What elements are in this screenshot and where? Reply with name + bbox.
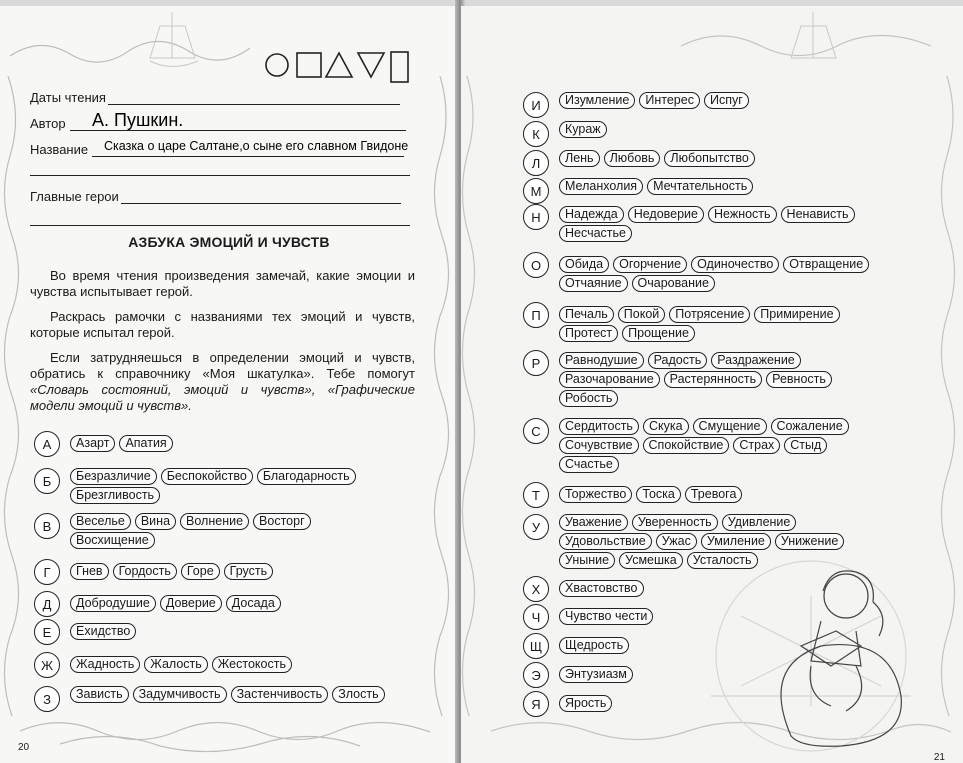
letter-circle: П <box>523 302 549 328</box>
letter-circle: Ч <box>523 604 549 630</box>
letter-group <box>523 691 859 717</box>
emotion-tags <box>559 637 859 656</box>
emotion-frame[interactable]: Умиление <box>701 533 771 550</box>
emotion-frame[interactable]: Тревога <box>685 486 743 503</box>
letter-group <box>523 178 859 204</box>
emotion-tags <box>70 513 380 551</box>
emotion-frame[interactable]: Печаль <box>559 306 614 323</box>
emotion-tags <box>70 435 410 454</box>
author-value: А. Пушкин. <box>92 110 184 130</box>
letter-group <box>523 662 859 688</box>
letter-group <box>34 513 380 551</box>
emotion-frame[interactable]: Смущение <box>693 418 767 435</box>
emotion-frame[interactable]: Стыд <box>784 437 827 454</box>
emotion-frame[interactable]: Жестокость <box>212 656 292 673</box>
letter-circle: Э <box>523 662 549 688</box>
emotion-frame[interactable]: Обида <box>559 256 609 273</box>
title-value: Сказка о царе Салтане,о сыне его славном Гвидоне <box>104 139 409 153</box>
letter-group <box>523 302 904 344</box>
emotion-frame[interactable]: Ревность <box>766 371 832 388</box>
letter-group <box>34 652 400 678</box>
emotion-frame[interactable]: Потрясение <box>669 306 750 323</box>
letter-circle: М <box>523 178 549 204</box>
emotion-frame[interactable]: Отчаяние <box>559 275 628 292</box>
rectangle-icon <box>391 52 408 82</box>
emotion-frame[interactable]: Уверенность <box>632 514 718 531</box>
emotion-frame[interactable]: Благодарность <box>257 468 356 485</box>
emotion-frame[interactable]: Жадность <box>70 656 140 673</box>
letter-circle: З <box>34 686 60 712</box>
emotion-tags <box>559 514 894 571</box>
square-icon <box>297 53 321 77</box>
letter-group <box>523 150 859 176</box>
emotion-frame[interactable]: Злость <box>332 686 384 703</box>
emotion-frame[interactable]: Любопытство <box>664 150 754 167</box>
emotion-frame[interactable]: Добродушие <box>70 595 156 612</box>
emotion-frame[interactable]: Торжество <box>559 486 632 503</box>
emotion-frame[interactable]: Раздражение <box>711 352 801 369</box>
section-heading: АЗБУКА ЭМОЦИЙ И ЧУВСТВ <box>128 234 330 250</box>
emotion-frame[interactable]: Сожаление <box>771 418 849 435</box>
title-line-2[interactable] <box>30 174 410 176</box>
emotion-frame[interactable]: Грусть <box>224 563 273 580</box>
letter-group <box>523 576 859 602</box>
emotion-frame[interactable]: Сердитость <box>559 418 639 435</box>
emotion-frame[interactable]: Недоверие <box>628 206 704 223</box>
letter-circle: Е <box>34 619 60 645</box>
emotion-frame[interactable]: Беспокойство <box>161 468 253 485</box>
emotion-frame[interactable]: Страх <box>733 437 780 454</box>
emotion-frame[interactable]: Уныние <box>559 552 615 569</box>
emotion-frame[interactable]: Ярость <box>559 695 612 712</box>
instruction-paragraph-3 <box>30 350 415 414</box>
emotion-frame[interactable]: Тоска <box>636 486 681 503</box>
letter-group <box>34 619 390 645</box>
letter-circle: С <box>523 418 549 444</box>
emotion-frame[interactable]: Восторг <box>253 513 311 530</box>
emotion-tags <box>559 486 889 505</box>
emotion-frame[interactable]: Интерес <box>639 92 700 109</box>
emotion-tags <box>559 256 904 294</box>
date-field <box>30 90 400 105</box>
emotion-frame[interactable]: Нежность <box>708 206 777 223</box>
emotion-frame[interactable]: Примирение <box>754 306 839 323</box>
letter-circle: И <box>523 92 549 118</box>
paragraph3-italic: «Словарь состояний, эмоций и чувств», «Графические модели эмоций и чувств». <box>30 382 415 413</box>
emotion-frame[interactable]: Зависть <box>70 686 129 703</box>
emotion-tags <box>559 121 859 140</box>
emotion-frame[interactable]: Азарт <box>70 435 115 452</box>
emotion-frame[interactable]: Очарование <box>632 275 715 292</box>
emotion-frame[interactable]: Огорчение <box>613 256 687 273</box>
emotion-tags <box>559 418 894 475</box>
emotion-frame[interactable]: Веселье <box>70 513 131 530</box>
emotion-frame[interactable]: Щедрость <box>559 637 629 654</box>
letter-group <box>34 591 390 617</box>
emotion-tags <box>70 563 390 582</box>
emotion-tags <box>70 595 390 614</box>
emotion-frame[interactable]: Кураж <box>559 121 607 138</box>
emotion-tags <box>559 695 859 714</box>
emotion-frame[interactable]: Хвастовство <box>559 580 644 597</box>
emotion-frame[interactable]: Спокойствие <box>643 437 730 454</box>
paragraph3-plain: Если затрудняешься в определении эмоций и чувств, обратись к справочнику «Моя шкатулка». Тебе помогут <box>30 350 415 381</box>
letter-group <box>523 121 859 147</box>
page-number-right: 21 <box>933 752 945 763</box>
letter-circle: Я <box>523 691 549 717</box>
letter-group <box>523 633 859 659</box>
letter-circle: Ж <box>34 652 60 678</box>
emotion-frame[interactable]: Отвращение <box>783 256 869 273</box>
emotion-frame[interactable]: Уважение <box>559 514 628 531</box>
emotion-frame[interactable]: Унижение <box>775 533 844 550</box>
emotion-frame[interactable]: Одиночество <box>691 256 779 273</box>
emotion-frame[interactable]: Лень <box>559 150 600 167</box>
emotion-frame[interactable]: Надежда <box>559 206 624 223</box>
emotion-tags <box>70 623 390 642</box>
author-field <box>30 116 406 131</box>
title-line[interactable] <box>92 155 404 157</box>
emotion-tags <box>559 608 859 627</box>
emotion-tags <box>559 150 859 169</box>
emotion-frame[interactable]: Брезгливость <box>70 487 160 504</box>
emotion-frame[interactable]: Восхищение <box>70 532 155 549</box>
letter-circle: У <box>523 514 549 540</box>
letter-circle: Щ <box>523 633 549 659</box>
emotion-frame[interactable]: Усмешка <box>619 552 683 569</box>
letter-circle: Х <box>523 576 549 602</box>
letter-circle: Р <box>523 350 549 376</box>
heroes-line[interactable] <box>121 202 401 204</box>
heroes-field <box>30 189 401 204</box>
shape-icons <box>264 48 414 86</box>
letter-group <box>34 431 410 457</box>
letter-group <box>523 514 894 571</box>
right-page <box>461 6 963 763</box>
emotion-tags <box>70 656 400 675</box>
letter-circle: К <box>523 121 549 147</box>
emotion-frame[interactable]: Меланхолия <box>559 178 643 195</box>
circle-icon <box>266 54 288 76</box>
emotion-tags <box>559 666 859 685</box>
page-number-left: 20 <box>18 742 30 753</box>
emotion-frame[interactable]: Усталость <box>687 552 758 569</box>
letter-group <box>523 604 859 630</box>
emotion-frame[interactable]: Досада <box>226 595 281 612</box>
heroes-line-2[interactable] <box>30 224 410 226</box>
letter-group <box>34 686 400 712</box>
emotion-frame[interactable]: Гнев <box>70 563 109 580</box>
emotion-frame[interactable]: Энтузиазм <box>559 666 633 683</box>
emotion-frame[interactable]: Ненависть <box>781 206 855 223</box>
emotion-frame[interactable]: Равнодушие <box>559 352 644 369</box>
emotion-tags <box>559 580 859 599</box>
letter-group <box>523 350 889 409</box>
emotion-frame[interactable]: Растерянность <box>664 371 763 388</box>
emotion-frame[interactable]: Ехидство <box>70 623 136 640</box>
letter-circle: Т <box>523 482 549 508</box>
letter-group <box>523 482 889 508</box>
emotion-tags <box>559 206 904 244</box>
emotion-frame[interactable]: Сочувствие <box>559 437 639 454</box>
letter-circle: Д <box>34 591 60 617</box>
emotion-tags <box>70 468 415 506</box>
emotion-frame[interactable]: Застенчивость <box>231 686 329 703</box>
emotion-tags <box>559 178 859 197</box>
emotion-frame[interactable]: Доверие <box>160 595 222 612</box>
letter-circle: Л <box>523 150 549 176</box>
date-label: Даты чтения <box>30 90 106 105</box>
instruction-paragraph-2: Раскрась рамочки с названиями тех эмоций и чувств, которые испытал герой. <box>30 309 415 340</box>
emotion-frame[interactable]: Удовольствие <box>559 533 652 550</box>
letter-circle: Н <box>523 204 549 230</box>
emotion-frame[interactable]: Жалость <box>144 656 208 673</box>
letter-circle: О <box>523 252 549 278</box>
emotion-frame[interactable]: Протест <box>559 325 618 342</box>
letter-group <box>523 252 904 294</box>
emotion-frame[interactable]: Горе <box>181 563 220 580</box>
emotion-frame[interactable]: Гордость <box>113 563 177 580</box>
emotion-frame[interactable]: Разочарование <box>559 371 660 388</box>
letter-group <box>523 92 859 118</box>
triangle-down-icon <box>358 53 384 77</box>
heroes-label: Главные герои <box>30 189 119 204</box>
title-label: Название <box>30 142 89 157</box>
emotion-frame[interactable]: Ужас <box>656 533 697 550</box>
emotion-frame[interactable]: Любовь <box>604 150 661 167</box>
emotion-frame[interactable]: Вина <box>135 513 176 530</box>
emotion-frame[interactable]: Скука <box>643 418 689 435</box>
author-label: Автор <box>30 116 66 131</box>
emotion-tags <box>559 306 904 344</box>
emotion-frame[interactable]: Радость <box>648 352 708 369</box>
date-line[interactable] <box>108 103 400 105</box>
emotion-tags <box>70 686 400 705</box>
letter-circle: Г <box>34 559 60 585</box>
left-page <box>0 6 458 763</box>
emotion-tags <box>559 352 889 409</box>
emotion-frame[interactable]: Безразличие <box>70 468 157 485</box>
instruction-paragraph-1: Во время чтения произведения замечай, какие эмоции и чувства испытывает герой. <box>30 268 415 299</box>
emotion-tags <box>559 92 859 111</box>
emotion-frame[interactable]: Чувство чести <box>559 608 653 625</box>
letter-circle: Б <box>34 468 60 494</box>
emotion-frame[interactable]: Апатия <box>119 435 172 452</box>
letter-group <box>523 418 894 475</box>
emotion-frame[interactable]: Удивление <box>722 514 797 531</box>
letter-group <box>34 468 415 506</box>
emotion-frame[interactable]: Мечтательность <box>647 178 753 195</box>
emotion-frame[interactable]: Несчастье <box>559 225 632 242</box>
triangle-up-icon <box>326 53 352 77</box>
emotion-frame[interactable]: Задумчивость <box>133 686 227 703</box>
emotion-frame[interactable]: Испуг <box>704 92 749 109</box>
letter-group <box>34 559 390 585</box>
emotion-frame[interactable]: Робость <box>559 390 618 407</box>
letter-group <box>523 204 904 244</box>
emotion-frame[interactable]: Изумление <box>559 92 635 109</box>
emotion-frame[interactable]: Покой <box>618 306 665 323</box>
emotion-frame[interactable]: Прощение <box>622 325 695 342</box>
letter-circle: В <box>34 513 60 539</box>
emotion-frame[interactable]: Счастье <box>559 456 619 473</box>
letter-circle: А <box>34 431 60 457</box>
emotion-frame[interactable]: Волнение <box>180 513 249 530</box>
